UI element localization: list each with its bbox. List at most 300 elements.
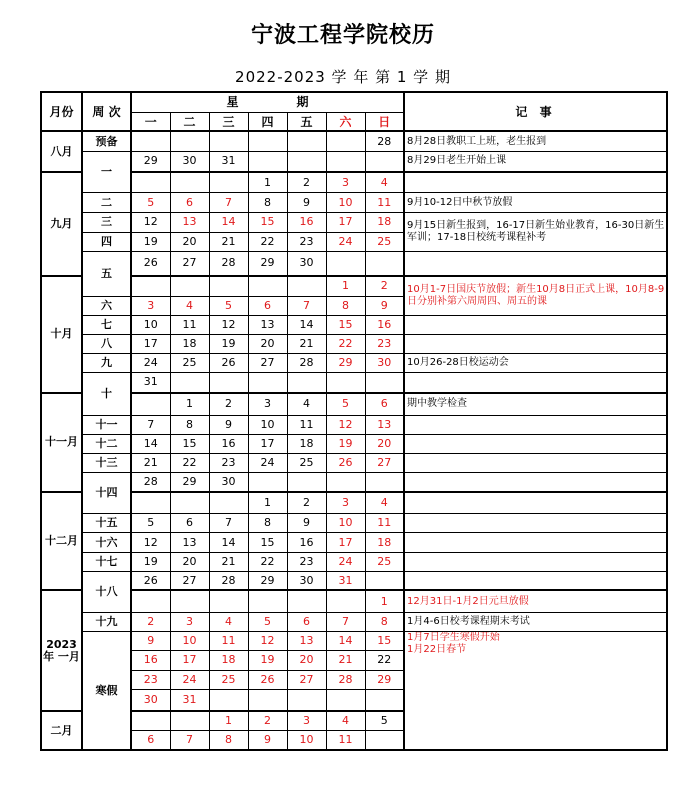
date-cell: 30 [170,152,209,172]
date-cell: 18 [365,212,404,232]
date-cell [209,131,248,151]
calendar-row [41,131,667,151]
day-header: 日 [365,112,404,131]
date-cell [365,373,404,393]
date-cell: 1 [248,172,287,193]
date-cell: 5 [248,613,287,632]
note-winter-break: 1月7日学生寒假开始 [407,632,500,644]
date-cell [287,373,326,393]
day-header: 一 [131,112,170,131]
date-cell [326,590,365,612]
date-cell: 22 [326,334,365,353]
date-cell: 29 [326,353,365,372]
calendar-row [41,251,667,275]
date-cell: 16 [287,533,326,552]
date-cell: 17 [170,651,209,670]
date-cell [248,472,287,491]
date-cell: 18 [209,651,248,670]
date-cell: 4 [365,492,404,514]
date-cell: 18 [287,434,326,453]
date-cell [326,131,365,151]
date-cell [170,590,209,612]
date-cell: 4 [326,711,365,730]
date-cell [248,152,287,172]
date-cell: 28 [209,251,248,275]
date-cell [131,276,170,296]
date-cell: 22 [248,232,287,251]
date-cell: 15 [170,434,209,453]
date-cell: 13 [170,212,209,232]
date-cell: 7 [287,296,326,315]
calendar-row [41,276,667,296]
date-cell: 7 [170,731,209,750]
date-cell: 30 [131,689,170,711]
header-week: 周 次 [82,92,131,131]
date-cell: 5 [209,296,248,315]
date-cell: 28 [326,670,365,689]
date-cell [326,152,365,172]
date-cell: 6 [248,296,287,315]
calendar-row [41,373,667,393]
date-cell: 20 [170,232,209,251]
week-cell: 四 [82,232,131,251]
date-cell [131,393,170,415]
note-cell: 1月4-6日校考课程期末考试 [404,613,667,632]
date-cell: 14 [209,533,248,552]
date-cell: 21 [131,453,170,472]
week-cell: 十三 [82,453,131,472]
date-cell: 9 [248,731,287,750]
calendar-row [41,632,667,651]
date-cell: 9 [287,193,326,212]
date-cell: 15 [248,533,287,552]
date-cell: 31 [131,373,170,393]
date-cell: 9 [287,514,326,533]
week-cell: 十五 [82,514,131,533]
date-cell: 23 [131,670,170,689]
date-cell [170,276,209,296]
date-cell: 11 [365,193,404,212]
date-cell: 29 [365,670,404,689]
date-cell: 15 [326,315,365,334]
date-cell: 15 [365,632,404,651]
note-cell [404,492,667,514]
week-cell: 十四 [82,472,131,513]
calendar-row [41,552,667,571]
date-cell: 11 [326,731,365,750]
date-cell: 31 [209,152,248,172]
date-cell [170,373,209,393]
date-cell: 6 [365,393,404,415]
date-cell: 3 [287,711,326,730]
calendar-row [41,453,667,472]
date-cell: 11 [170,315,209,334]
note-cell [404,632,667,750]
date-cell: 25 [365,232,404,251]
date-cell: 27 [170,571,209,590]
page-title: 宁波工程学院校历 [250,23,435,48]
day-header: 六 [326,112,365,131]
date-cell: 14 [209,212,248,232]
calendar-row [41,472,667,491]
date-cell [287,152,326,172]
calendar-row [41,353,667,372]
date-cell [131,711,170,730]
week-cell: 七 [82,315,131,334]
date-cell: 25 [365,552,404,571]
date-cell: 15 [248,212,287,232]
calendar-row [41,492,667,514]
date-cell [131,492,170,514]
date-cell: 7 [131,415,170,434]
date-cell: 16 [131,651,170,670]
date-cell: 21 [209,232,248,251]
date-cell: 10 [326,514,365,533]
date-cell: 12 [131,212,170,232]
date-cell: 18 [365,533,404,552]
date-cell: 30 [365,353,404,372]
note-cell: 12月31日-1月2日元旦放假 [404,590,667,612]
date-cell: 30 [287,251,326,275]
header-notes: 记 事 [404,92,667,131]
note-cell [404,373,667,393]
calendar-row [41,212,667,232]
date-cell: 5 [131,514,170,533]
week-cell: 八 [82,334,131,353]
date-cell [170,711,209,730]
calendar-row [41,334,667,353]
note-cell [404,533,667,552]
date-cell: 14 [287,315,326,334]
date-cell: 3 [170,613,209,632]
date-cell: 10 [170,632,209,651]
week-cell: 一 [82,152,131,193]
date-cell [131,172,170,193]
date-cell: 24 [326,232,365,251]
note-cell [404,571,667,590]
date-cell: 14 [326,632,365,651]
date-cell [287,276,326,296]
semester-subtitle: 2022-2023 学 年 第 1 学 期 [235,68,451,86]
note-cell: 9月10-12日中秋节放假 [404,193,667,212]
date-cell [170,172,209,193]
date-cell: 16 [287,212,326,232]
date-cell: 6 [131,731,170,750]
week-cell: 二 [82,193,131,212]
date-cell: 1 [170,393,209,415]
date-cell: 26 [131,571,170,590]
date-cell [287,689,326,711]
date-cell: 16 [209,434,248,453]
date-cell: 13 [287,632,326,651]
month-cell: 二月 [41,711,82,750]
date-cell: 22 [170,453,209,472]
date-cell [131,590,170,612]
calendar-row [41,193,667,212]
week-cell: 十八 [82,571,131,612]
note-cell [404,552,667,571]
note-cell [404,434,667,453]
date-cell: 8 [248,193,287,212]
date-cell: 23 [287,232,326,251]
date-cell: 7 [209,514,248,533]
date-cell: 4 [209,613,248,632]
date-cell: 9 [209,415,248,434]
date-cell: 21 [209,552,248,571]
date-cell: 26 [209,353,248,372]
date-cell [248,373,287,393]
date-cell: 13 [170,533,209,552]
date-cell: 1 [209,711,248,730]
note-cell: 9月15日新生报到，16-17日新生始业教育，16-30日新生军训；17-18日校统考课程补考 [404,212,667,251]
date-cell [248,590,287,612]
date-cell: 13 [248,315,287,334]
date-cell: 11 [365,514,404,533]
date-cell: 23 [209,453,248,472]
date-cell: 29 [248,251,287,275]
date-cell: 6 [287,613,326,632]
month-cell: 十月 [41,276,82,393]
date-cell [209,492,248,514]
note-cell [404,334,667,353]
date-cell [131,131,170,151]
date-cell: 9 [365,296,404,315]
date-cell: 4 [365,172,404,193]
date-cell: 21 [287,334,326,353]
date-cell: 1 [248,492,287,514]
calendar-row [41,434,667,453]
date-cell [209,276,248,296]
note-cell [404,172,667,193]
date-cell: 27 [365,453,404,472]
date-cell: 20 [287,651,326,670]
note-cell [404,251,667,275]
date-cell: 5 [131,193,170,212]
date-cell: 26 [131,251,170,275]
week-cell: 预备 [82,131,131,151]
date-cell: 28 [365,131,404,151]
day-header: 二 [170,112,209,131]
date-cell: 2 [248,711,287,730]
note-cell: 10月26-28日校运动会 [404,353,667,372]
date-cell: 12 [248,632,287,651]
date-cell: 17 [326,533,365,552]
calendar-row [41,613,667,632]
week-cell: 十九 [82,613,131,632]
date-cell: 23 [365,334,404,353]
date-cell [209,689,248,711]
note-cell: 8月28日教职工上班，老生报到 [404,131,667,151]
date-cell: 10 [326,193,365,212]
date-cell: 20 [365,434,404,453]
date-cell: 5 [365,711,404,730]
note-spring-festival: 1月22日春节 [407,644,467,656]
week-cell: 六 [82,296,131,315]
date-cell: 27 [248,353,287,372]
date-cell: 14 [131,434,170,453]
note-cell [404,415,667,434]
note-cell [404,472,667,491]
date-cell [170,492,209,514]
date-cell [365,571,404,590]
date-cell: 8 [209,731,248,750]
week-cell: 十一 [82,415,131,434]
week-cell: 三 [82,212,131,232]
date-cell: 8 [365,613,404,632]
calendar-row [41,571,667,590]
date-cell: 3 [326,172,365,193]
date-cell [248,276,287,296]
date-cell: 19 [326,434,365,453]
date-cell: 30 [209,472,248,491]
date-cell: 2 [287,172,326,193]
date-cell: 2 [131,613,170,632]
calendar-row [41,393,667,415]
calendar-row [41,172,667,193]
date-cell: 3 [248,393,287,415]
date-cell: 19 [248,651,287,670]
date-cell: 30 [287,571,326,590]
date-cell [287,472,326,491]
month-cell: 九月 [41,172,82,276]
date-cell [248,689,287,711]
date-cell: 13 [365,415,404,434]
date-cell: 28 [209,571,248,590]
date-cell: 4 [170,296,209,315]
date-cell: 2 [287,492,326,514]
date-cell: 19 [209,334,248,353]
month-cell: 2023年 一月 [41,590,82,711]
date-cell: 5 [326,393,365,415]
date-cell: 12 [326,415,365,434]
date-cell: 3 [326,492,365,514]
date-cell: 9 [131,632,170,651]
calendar-row [41,315,667,334]
date-cell [209,590,248,612]
date-cell: 20 [170,552,209,571]
date-cell [170,131,209,151]
week-cell: 十 [82,373,131,416]
day-header: 五 [287,112,326,131]
calendar-row [41,415,667,434]
date-cell [209,373,248,393]
date-cell: 1 [326,276,365,296]
date-cell: 17 [326,212,365,232]
header-month: 月份 [41,92,82,131]
day-header: 四 [248,112,287,131]
date-cell: 24 [248,453,287,472]
date-cell: 10 [248,415,287,434]
date-cell: 11 [209,632,248,651]
date-cell: 2 [365,276,404,296]
date-cell: 4 [287,393,326,415]
month-cell: 十一月 [41,393,82,492]
date-cell: 8 [248,514,287,533]
date-cell: 28 [131,472,170,491]
date-cell: 29 [131,152,170,172]
date-cell [365,472,404,491]
week-cell: 五 [82,251,131,296]
note-cell [404,514,667,533]
date-cell: 29 [170,472,209,491]
date-cell [365,251,404,275]
date-cell: 7 [209,193,248,212]
date-cell: 10 [131,315,170,334]
date-cell: 12 [131,533,170,552]
date-cell: 23 [287,552,326,571]
date-cell: 31 [170,689,209,711]
date-cell: 2 [209,393,248,415]
note-cell [404,453,667,472]
date-cell: 6 [170,193,209,212]
date-cell: 31 [326,571,365,590]
date-cell: 17 [131,334,170,353]
date-cell [248,131,287,151]
date-cell: 1 [365,590,404,612]
date-cell: 25 [170,353,209,372]
date-cell: 20 [248,334,287,353]
date-cell [287,590,326,612]
date-cell: 7 [326,613,365,632]
date-cell [326,251,365,275]
date-cell [365,689,404,711]
note-cell: 10月1-7日国庆节放假；新生10月8日正式上课，10月8-9日分别补第六周周四、周五的课 [404,276,667,315]
date-cell: 17 [248,434,287,453]
date-cell: 8 [170,415,209,434]
date-cell [287,131,326,151]
date-cell [365,731,404,750]
calendar-row [41,590,667,612]
week-cell: 寒假 [82,632,131,750]
date-cell: 10 [287,731,326,750]
date-cell: 18 [170,334,209,353]
date-cell [326,689,365,711]
date-cell: 21 [326,651,365,670]
month-cell: 十二月 [41,492,82,591]
date-cell: 8 [326,296,365,315]
date-cell: 27 [170,251,209,275]
date-cell: 16 [365,315,404,334]
week-cell: 九 [82,353,131,372]
date-cell: 25 [287,453,326,472]
date-cell: 11 [287,415,326,434]
date-cell [326,373,365,393]
date-cell: 29 [248,571,287,590]
date-cell: 19 [131,232,170,251]
day-header: 三 [209,112,248,131]
date-cell: 3 [131,296,170,315]
date-cell [209,172,248,193]
calendar-row [41,533,667,552]
date-cell: 22 [365,651,404,670]
week-cell: 十七 [82,552,131,571]
calendar-row [41,514,667,533]
date-cell [326,472,365,491]
date-cell: 22 [248,552,287,571]
date-cell [365,152,404,172]
date-cell: 19 [131,552,170,571]
date-cell: 12 [209,315,248,334]
date-cell: 24 [170,670,209,689]
note-cell [404,315,667,334]
date-cell: 28 [287,353,326,372]
date-cell: 26 [326,453,365,472]
note-cell: 期中教学检查 [404,393,667,415]
header-weekday: 星 期 [131,92,404,112]
date-cell: 6 [170,514,209,533]
week-cell: 十六 [82,533,131,552]
month-cell: 八月 [41,131,82,171]
